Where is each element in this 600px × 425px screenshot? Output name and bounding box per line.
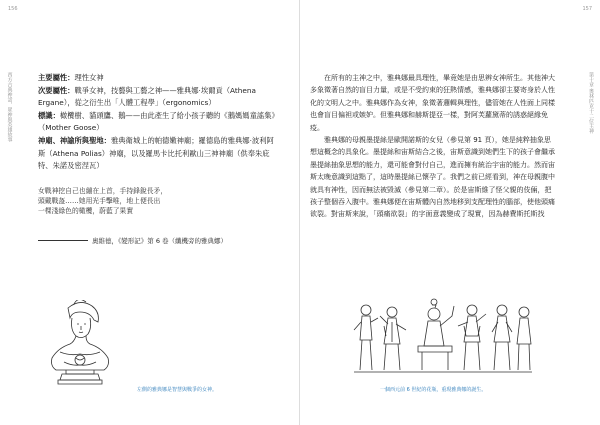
poem-line: 女戰神挖自己也繃在上首，手持鋒銳長矛， (38, 187, 168, 195)
secondary-attribute: 次要屬性：戰爭女神，技藝與工藝之神——雅典娜‧埃爾貢（Athena Ergane），從之衍生出「人體工程學」（ergonomics） (38, 85, 256, 108)
book-spine (299, 0, 300, 425)
right-running-head: 第十章 奧林匹克十二位主神 (588, 72, 594, 134)
epithet: 標識：橄欖樹、貓頭鷹、鵝——由此產生了給小孩子聽的《鵝媽媽童謠集》（Mother Goose） (38, 110, 276, 133)
left-running-head: 西方古典神話，眾神與英雄故事 (6, 72, 13, 142)
athena-bust-illustration (30, 300, 130, 385)
poem-quote (38, 186, 268, 216)
attributes-block (38, 72, 278, 173)
poem-line: 一棵淺綠色的橄欖，蔚藍了果實 (38, 207, 134, 215)
paragraph: 在所有的主神之中，雅典娜最具理性，畢竟她是由思辨女神所生。其他神大多象徵著自然的盲目力量，或是不受約束的狂熱情感，雅典娜卻主要寄身於人性化的文明人之中。雅典娜作為女神，象徵著邏輯與理性，儘管她在人性面上同樣也會盲目偏袒或嫉妒。但雅典娜和赫斯提亞一樣，對阿芙蘿黛蒂的誘惑絕緣免疫。 (310, 74, 555, 132)
left-page-number: 156 (8, 6, 18, 12)
main-attribute: 主要屬性：理性女神 (38, 73, 104, 82)
poem-line: 頭戴戰盔……她用光手擊唯，地上便長出 (38, 197, 161, 205)
paragraph: 雅典娜的母親墨提絲是歐開諾斯的女兒（參見第 91 頁），她是純粹抽象思想這概念的具象化。墨提絲和宙斯結合之後，宙斯意識到她們生下的孩子會繼承墨提絲抽象思想的能力，還可能會對付自己，進而擁有統治宇宙的能力。然而宙斯太晚意識到這點了，這時墨提絲已懷孕了。我們之前已經看到，神在母親腹中就具有神性，因而無法被毀滅（參見第二章）。於是宙斯維了怪父親的伎倆，把孩子整個吞入腹中。雅典娜便在宙斯體內自然地移到支配理性的腦部，使他頭痛欲裂。對宙斯來說，「頭痛欲裂」的字面意義變成了現實，因為赫費斯托斯找 (310, 136, 555, 219)
temples: 神廟、神諭所與聖地：雅典衛城上的帕德嫩神廟；羅德島的雅典娜‧波利阿斯（Athena Polias）神廟，以及羅馬卡比托利歐山三神神廟（供奉朱庇特、朱諾及密涅瓦） (38, 135, 274, 171)
bust-caption: 左側的雅典娜是智慧與戰爭的女神。 (137, 387, 218, 393)
vase-frieze-illustration (352, 296, 534, 374)
vase-caption: 一個西元前 6 世紀的花瓶，重現雅典娜的誕生。 (380, 387, 487, 393)
right-page-number: 157 (582, 6, 592, 12)
body-text (310, 72, 555, 221)
poem-attribution: 奧維德，《變形記》第 6 卷（纖機旁的雅典娜） (38, 236, 278, 245)
attribution-rule (38, 240, 88, 241)
